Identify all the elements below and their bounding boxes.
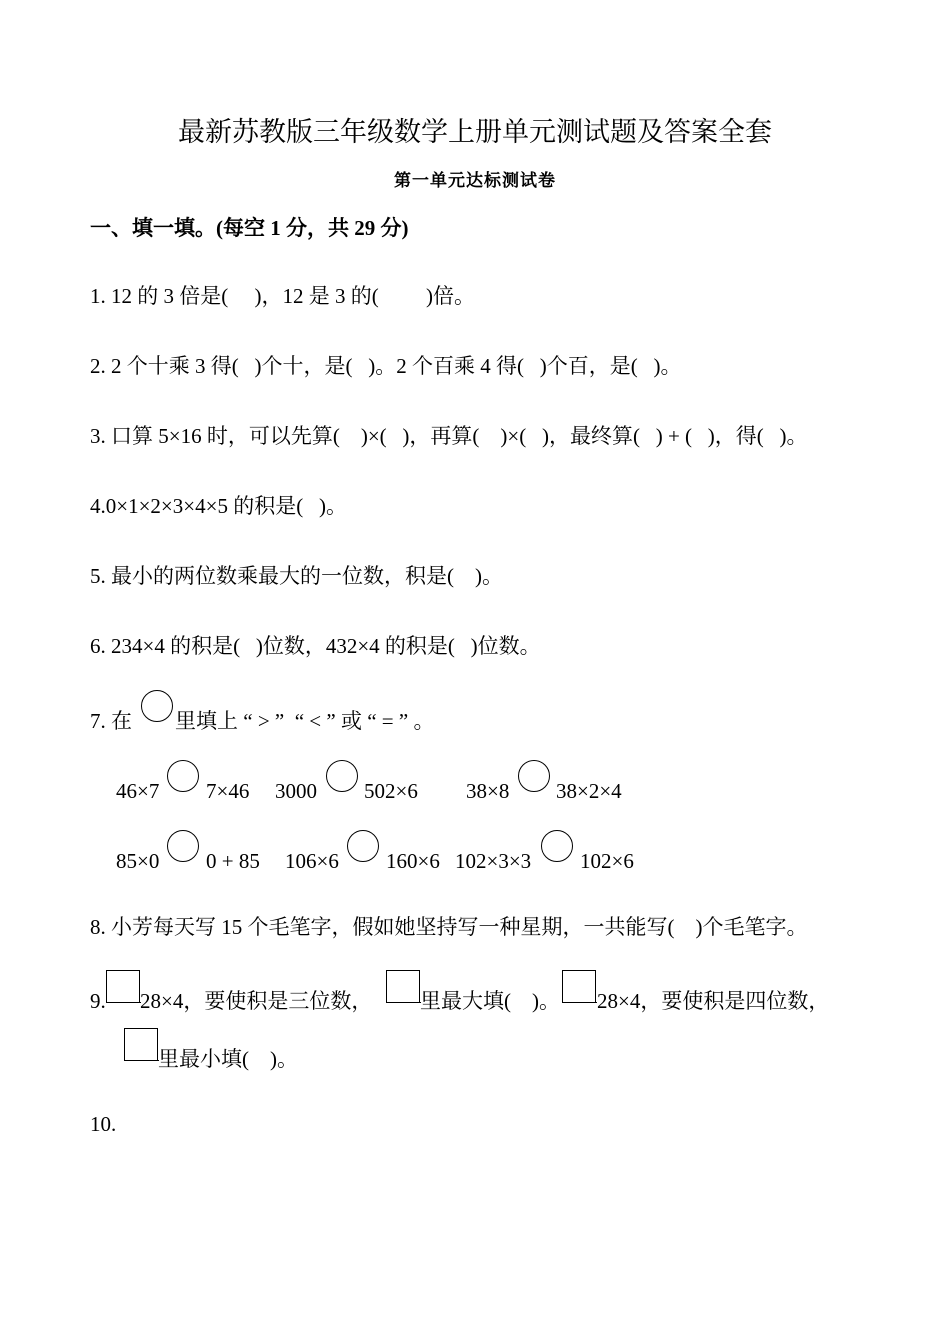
comparison-circle-icon	[141, 690, 173, 722]
compare-r1a-left: 46×7	[116, 779, 160, 803]
digit-box-4[interactable]	[124, 1028, 158, 1061]
question-7-instruction: 里填上 “ > ” “ < ” 或 “ = ” 。	[175, 709, 435, 733]
unit-subtitle: 第一单元达标测试卷	[394, 171, 556, 191]
question-9-part2: 里最大填( )。	[420, 989, 560, 1013]
compare-circle-r1b[interactable]	[326, 760, 358, 792]
section-heading: 一、填一填。(每空 1 分，共 29 分)	[90, 216, 409, 240]
compare-circle-r1c[interactable]	[518, 760, 550, 792]
compare-r1a-right: 7×46	[206, 779, 250, 803]
question-8: 8. 小芳每天写 15 个毛笔字，假如她坚持写一种星期，一共能写( )个毛笔字。	[90, 915, 808, 939]
compare-r2a-right: 0 + 85	[206, 849, 260, 873]
document-title: 最新苏教版三年级数学上册单元测试题及答案全套	[178, 117, 772, 148]
digit-box-3[interactable]	[562, 970, 596, 1003]
compare-r2b-left: 106×6	[285, 849, 339, 873]
question-9-part3: 28×4，要使积是四位数，	[597, 989, 830, 1013]
compare-r2b-right: 160×6	[386, 849, 440, 873]
question-9-prefix: 9.	[90, 989, 106, 1013]
question-1: 1. 12 的 3 倍是( )，12 是 3 的( )倍。	[90, 284, 475, 308]
question-4: 4.0×1×2×3×4×5 的积是( )。	[90, 494, 347, 518]
compare-r1c-left: 38×8	[466, 779, 510, 803]
question-9-part1: 28×4，要使积是三位数，	[140, 989, 373, 1013]
compare-circle-r2c[interactable]	[541, 830, 573, 862]
question-3: 3. 口算 5×16 时，可以先算( )×( )，再算( )×( )，最终算( ) + ( )，得( )。	[90, 424, 808, 448]
compare-r1c-right: 38×2×4	[556, 779, 622, 803]
compare-circle-r2a[interactable]	[167, 830, 199, 862]
compare-r2a-left: 85×0	[116, 849, 160, 873]
question-9-part4: 里最小填( )。	[158, 1047, 298, 1071]
compare-circle-r2b[interactable]	[347, 830, 379, 862]
digit-box-1[interactable]	[106, 970, 140, 1003]
question-2: 2. 2 个十乘 3 得( )个十，是( )。2 个百乘 4 得( )个百，是( )。	[90, 354, 682, 378]
compare-r2c-right: 102×6	[580, 849, 634, 873]
compare-circle-r1a[interactable]	[167, 760, 199, 792]
question-10: 10.	[90, 1112, 117, 1136]
question-7-prefix: 7. 在	[90, 709, 132, 733]
question-6: 6. 234×4 的积是( )位数，432×4 的积是( )位数。	[90, 634, 541, 658]
question-5: 5. 最小的两位数乘最大的一位数，积是( )。	[90, 564, 503, 588]
compare-r1b-left: 3000	[275, 779, 317, 803]
compare-r2c-left: 102×3×3	[455, 849, 532, 873]
digit-box-2[interactable]	[386, 970, 420, 1003]
compare-r1b-right: 502×6	[364, 779, 418, 803]
